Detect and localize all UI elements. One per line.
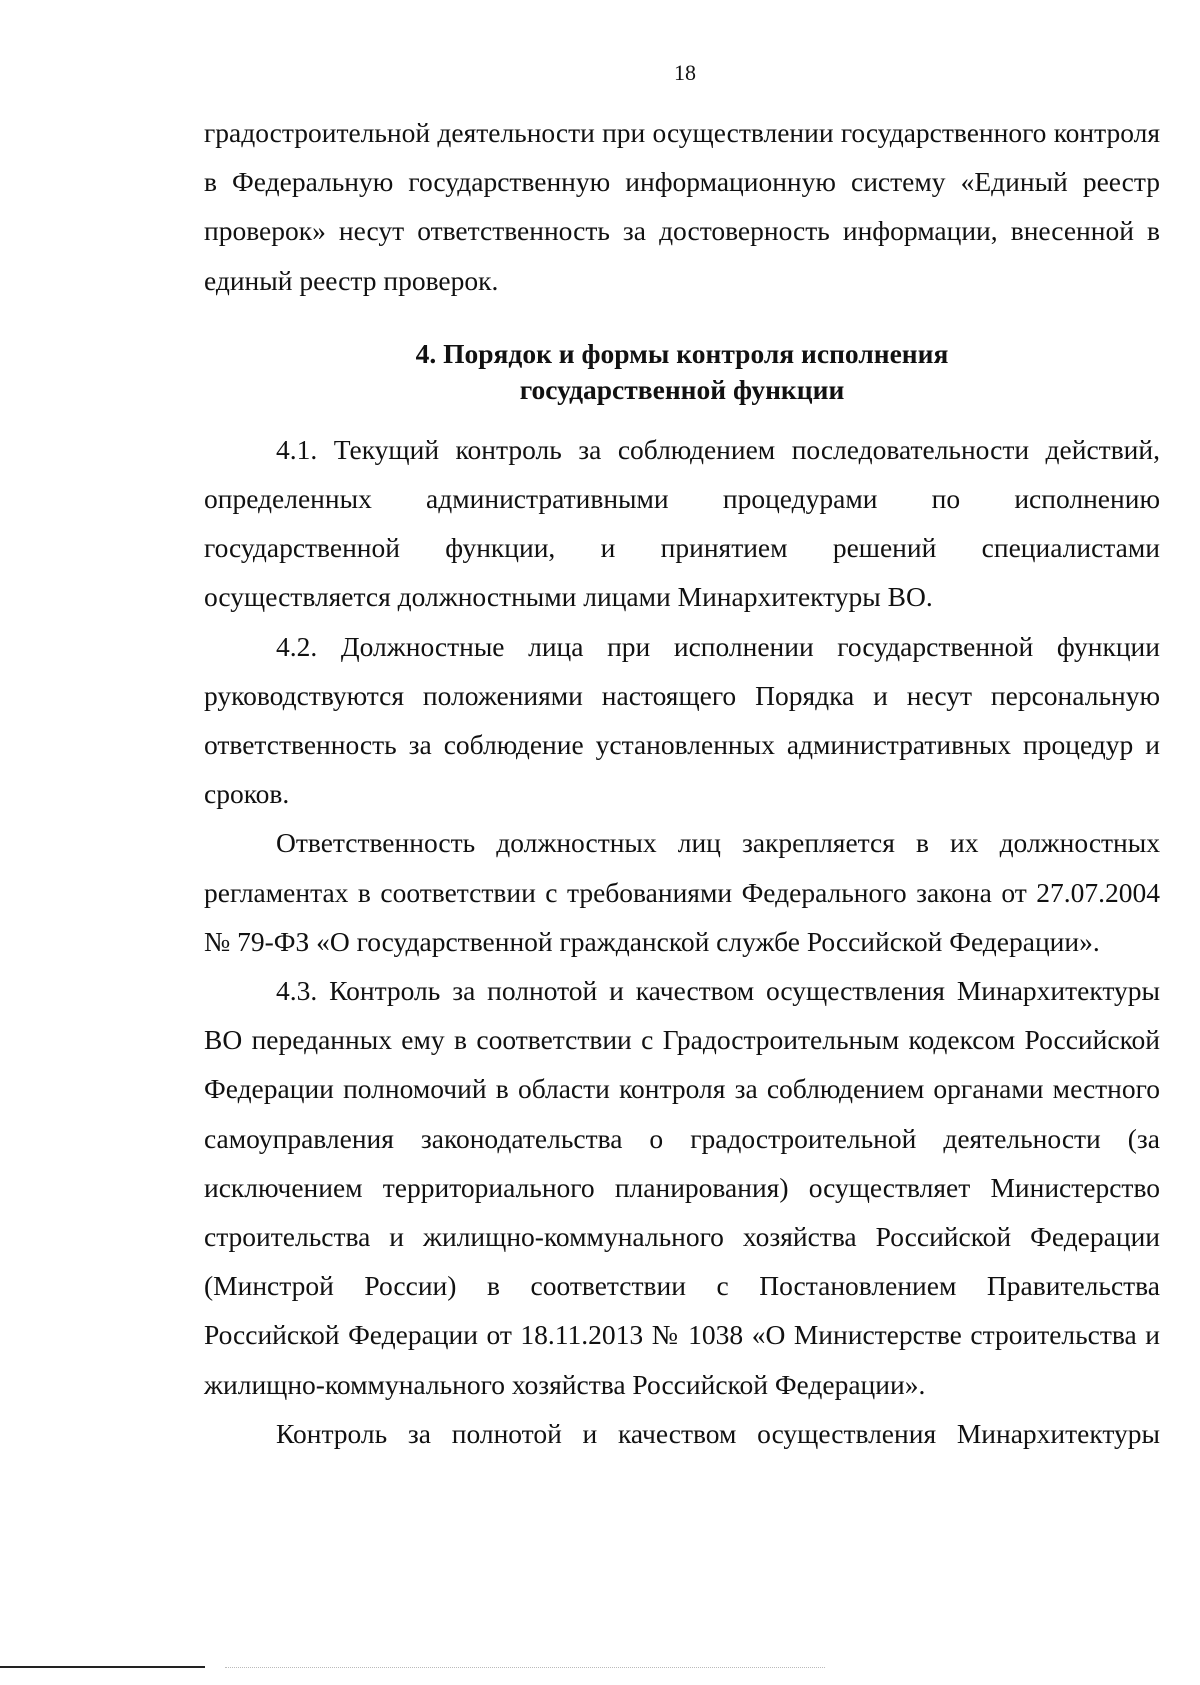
document-body [204, 108, 1160, 1458]
paragraph-control-continued: Контроль за полнотой и качеством осуществления Минархитектуры [276, 1417, 1160, 1449]
paragraph-continuation: градостроительной деятельности при осуществлении государственного контроля в Федеральную государственную информационную систему «Единый реестр проверок» несут ответственность за достоверность информации, внесенной в единый реестр проверок. [204, 117, 1160, 296]
section-heading-line-2: государственной функции [519, 373, 845, 405]
section-heading [204, 336, 1160, 408]
section-heading-line-1: 4. Порядок и формы контроля исполнения [415, 337, 949, 369]
page-number: 18 [674, 60, 696, 85]
paragraph-4-2: 4.2. Должностные лица при исполнении государственной функции руководствуются положениями настоящего Порядка и несут персональную ответственность за соблюдение установленных административных процедур и сроков. [204, 630, 1160, 810]
footer-rule [0, 1666, 205, 1668]
footer-scan-artifact [225, 1667, 825, 1669]
paragraph-4-1: 4.1. Текущий контроль за соблюдением последовательности действий, определенных административными процедурами по исполнению государственной функции, и принятием решений специалистами осуществляется должностными лицами Минархитектуры ВО. [204, 433, 1160, 613]
paragraph-responsibility: Ответственность должностных лиц закрепляется в их должностных регламентах в соответствии с требованиями Федерального закона от 27.07.2004 № 79-ФЗ «О государственной гражданской службе Российской Федерации». [204, 827, 1160, 957]
paragraph-4-3: 4.3. Контроль за полнотой и качеством осуществления Минархитектуры ВО переданных ему в соответствии с Градостроительным кодексом Российской Федерации полномочий в области контроля за соблюдением органами местного самоуправления законодательства о градостроительной деятельности (за исключением территориального планирования) осуществляет Министерство строительства и жилищно-коммунального хозяйства Российской Федерации (Минстрой России) в соответствии с Постановлением Правительства Российской Федерации от 18.11.2013 № 1038 «О Министерстве строительства и жилищно-коммунального хозяйства Российской Федерации». [204, 975, 1160, 1400]
